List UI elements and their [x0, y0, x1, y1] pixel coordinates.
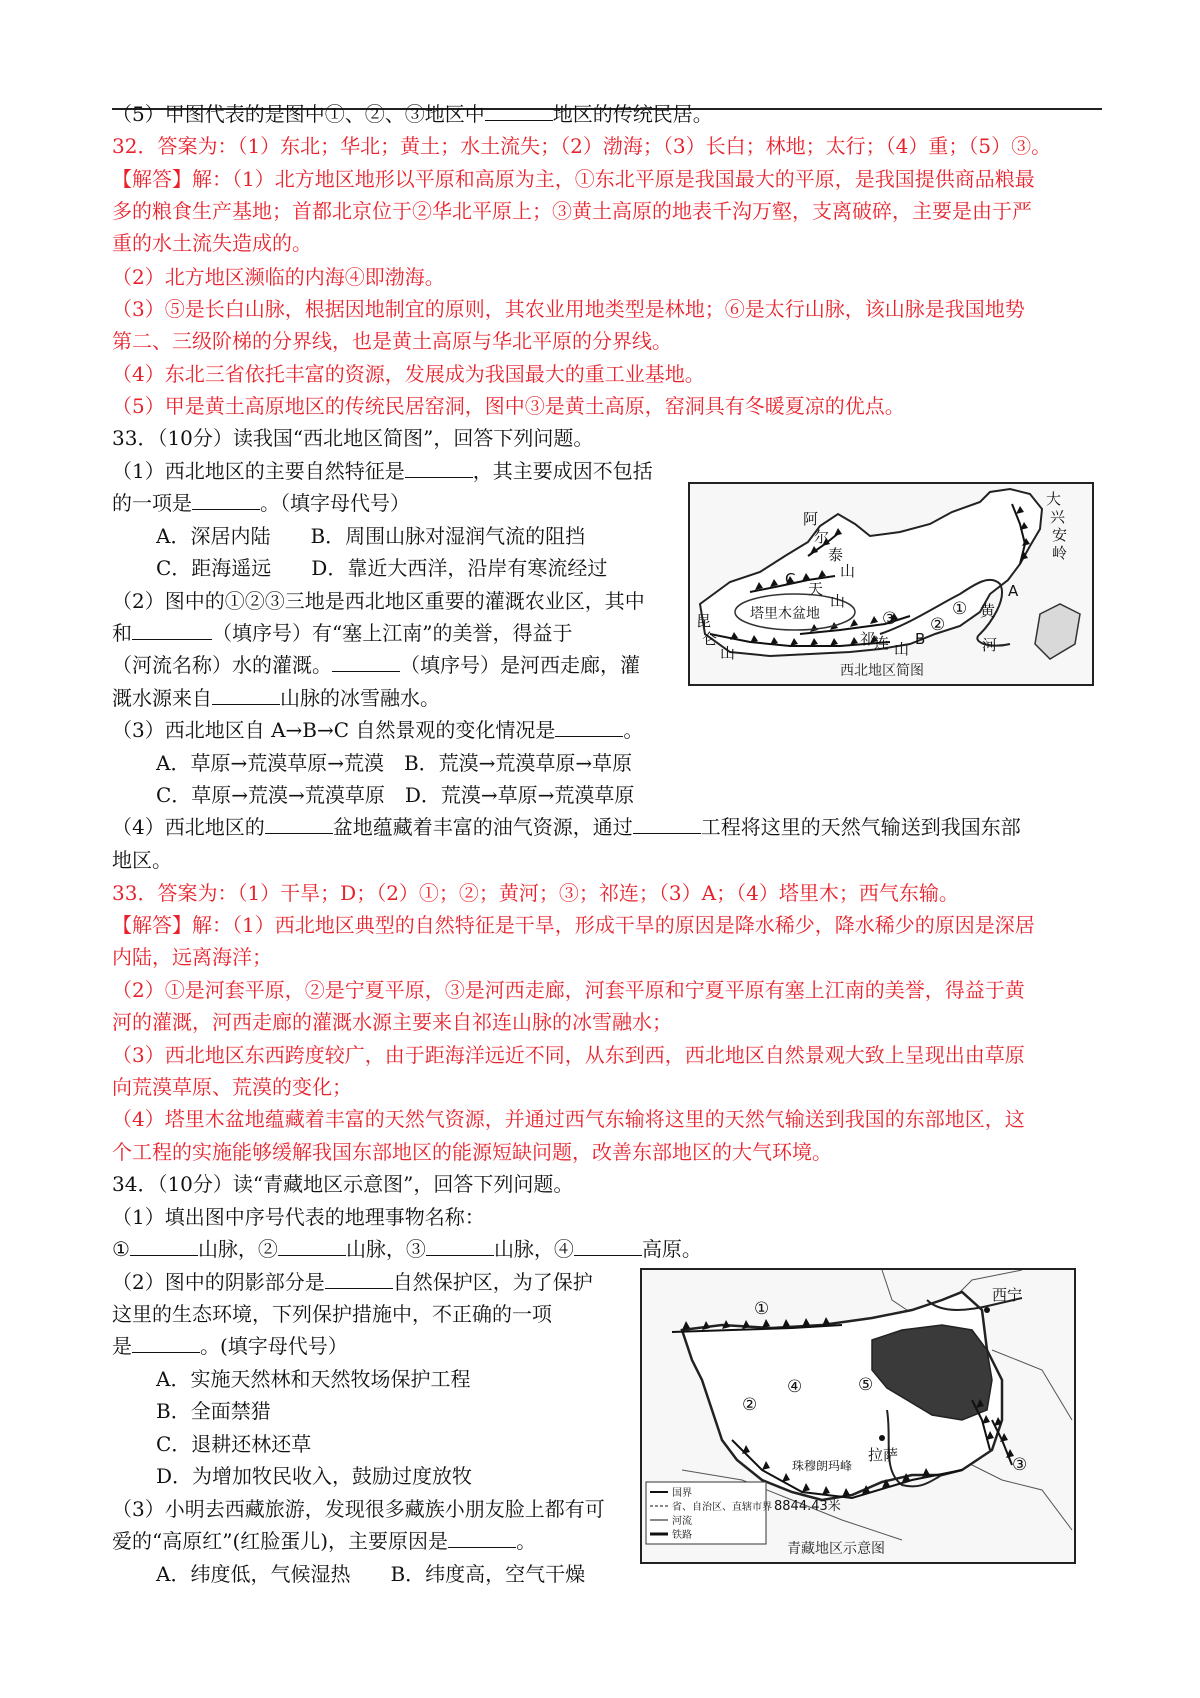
text-segment: ①: [112, 1237, 130, 1261]
text-segment: （2）北方地区濒临的内海④即渤海。: [112, 265, 445, 289]
text-segment: 。: [516, 1529, 537, 1553]
nw-label-an: 安: [1052, 526, 1068, 544]
legend-railway: 铁路: [672, 1530, 692, 1541]
text-segment: （填序号）有“塞上江南”的美誉，得益于: [212, 621, 573, 645]
text-segment: （5）甲是黄土高原地区的传统民居窑洞，图中③是黄土高原，窑洞具有冬暖夏凉的优点。: [112, 394, 905, 418]
text-line: [156, 522, 585, 550]
nw-label-da: 大: [1046, 490, 1062, 508]
text-line: [112, 327, 672, 355]
text-line: [112, 1203, 485, 1231]
text-line: [112, 132, 1051, 160]
text-line: [156, 554, 607, 582]
nw-label-shan4: 山: [894, 640, 910, 658]
text-segment: A．深居内陆 B．周围山脉对湿润气流的阻挡: [156, 524, 586, 548]
answer-blank: [278, 1235, 346, 1256]
nw-label-2: ②: [930, 615, 946, 635]
text-line: [112, 229, 312, 257]
text-segment: 。: [623, 718, 644, 742]
text-segment: （3）西北地区东西跨度较广，由于距海洋远近不同，从东到西，西北地区自然景观大致上呈现出由草原: [112, 1043, 1025, 1067]
text-segment: C．草原→荒漠→荒漠草原 D．荒漠→草原→荒漠草原: [156, 783, 635, 807]
text-segment: A．草原→荒漠草原→荒漠 B．荒漠→荒漠草原→草原: [156, 751, 633, 775]
answer-blank: [132, 1332, 200, 1353]
text-line: [112, 1300, 552, 1328]
text-line: [112, 976, 1025, 1004]
text-segment: C．退耕还林还草: [156, 1432, 312, 1456]
text-segment: 自然保护区，为了保护: [392, 1270, 593, 1294]
answer-blank: [192, 489, 260, 510]
text-line: [112, 1332, 348, 1360]
text-segment: 33．（10分）读我国“西北地区简图”，回答下列问题。: [112, 426, 594, 450]
text-segment: 【解答】解：（1）西北地区典型的自然特征是干旱，形成干旱的原因是降水稀少，降水稀少的原因是深居: [112, 913, 1035, 937]
nw-label-xing: 兴: [1050, 508, 1066, 526]
text-line: [112, 716, 643, 744]
text-segment: （1）西北地区的主要自然特征是: [112, 459, 405, 483]
text-segment: 32．答案为：（1）东北；华北；黄土；水土流失；（2）渤海；（3）长白；林地；太行；（4）重；（5）③。: [112, 134, 1052, 158]
text-line: [112, 1235, 702, 1263]
text-line: [112, 1495, 605, 1523]
text-segment: 溉水源来自: [112, 686, 212, 710]
text-line: [156, 781, 634, 809]
nw-label-huang: 黄: [980, 602, 996, 620]
text-line: [112, 295, 1025, 323]
answer-blank: [555, 716, 623, 737]
text-segment: 山脉，②: [197, 1237, 278, 1261]
text-segment: 爱的“高原红”(红脸蛋儿)，主要原因是: [112, 1529, 449, 1553]
text-segment: ，其主要成因不包括: [472, 459, 653, 483]
nw-label-shan2: 山: [830, 592, 846, 610]
text-segment: （4）塔里木盆地蕴藏着丰富的天然气资源，并通过西气东输将这里的天然气输送到我国的东部地区，这: [112, 1107, 1025, 1131]
text-line: [112, 165, 1035, 193]
text-line: [156, 749, 632, 777]
text-line: [112, 1008, 672, 1036]
qt-label-3: ③: [1012, 1455, 1028, 1475]
text-segment: 高原。: [641, 1237, 702, 1261]
legend-river: 河流: [672, 1516, 692, 1527]
text-segment: 多的粮食生产基地；首都北京位于②华北平原上；③黄土高原的地表千沟万壑，支离破碎，主要是由于严: [112, 199, 1032, 223]
text-line: [112, 360, 705, 388]
qt-label-5: ⑤: [858, 1375, 874, 1395]
text-line: [112, 846, 172, 874]
nw-label-tai: 泰: [828, 546, 844, 564]
text-segment: 34．（10分）读“青藏地区示意图”，回答下列问题。: [112, 1172, 574, 1196]
text-segment: 重的水土流失造成的。: [112, 231, 312, 255]
text-segment: A．纬度低，气候湿热 B．纬度高，空气干燥: [156, 1562, 586, 1586]
northwest-map-caption: 西北地区简图: [840, 663, 924, 679]
answer-blank: [332, 651, 400, 672]
text-line: [112, 813, 1021, 841]
text-segment: 工程将这里的天然气输送到我国东部: [700, 815, 1021, 839]
answer-blank: [448, 1527, 516, 1548]
answer-blank: [405, 457, 473, 478]
qt-label-everest: 珠穆朗玛峰: [792, 1459, 853, 1473]
text-line: [112, 651, 640, 679]
text-segment: 这里的生态环境，下列保护措施中，不正确的一项: [112, 1302, 552, 1326]
text-line: [112, 619, 572, 647]
text-line: [156, 1560, 585, 1588]
text-segment: （2）图中的①②③三地是西北地区重要的灌溉农业区，其中: [112, 589, 645, 613]
answer-blank: [265, 813, 333, 834]
qt-label-lhasa: 拉萨: [868, 1446, 899, 1464]
nw-label-ling: 岭: [1052, 544, 1068, 562]
qt-label-4: ④: [787, 1377, 803, 1397]
qinghai-tibet-map: [640, 1268, 1076, 1564]
answer-blank: [325, 1268, 393, 1289]
nw-label-tian: 天: [808, 580, 824, 598]
text-line: [156, 1430, 311, 1458]
text-segment: （3）西北地区自 A→B→C 自然景观的变化情况是: [112, 718, 556, 742]
text-segment: 向荒漠草原、荒漠的变化；: [112, 1075, 352, 1099]
qinghai-map-svg: [642, 1270, 1074, 1562]
nw-label-er: 尔: [814, 528, 830, 546]
text-segment: （1）填出图中序号代表的地理事物名称：: [112, 1205, 485, 1229]
text-segment: 地区。: [112, 848, 172, 872]
text-segment: 山脉，④: [493, 1237, 574, 1261]
text-segment: 是: [112, 1334, 132, 1358]
nw-label-tarim: 塔里木盆地: [750, 606, 820, 622]
text-segment: 山脉的冰雪融水。: [280, 686, 440, 710]
text-segment: （3）小明去西藏旅游，发现很多藏族小朋友脸上都有可: [112, 1497, 605, 1521]
answer-blank: [212, 684, 280, 705]
answer-blank: [633, 813, 701, 834]
nw-label-qi: 祁: [860, 630, 876, 648]
qt-label-1: ①: [754, 1299, 770, 1319]
text-segment: 个工程的实施能够缓解我国东部地区的能源短缺问题，改善东部地区的大气环境。: [112, 1140, 832, 1164]
text-line: [112, 263, 445, 291]
qinghai-map-caption: 青藏地区示意图: [787, 1538, 885, 1558]
text-line: [112, 587, 645, 615]
text-segment: （河流名称）水的灌溉。: [112, 653, 332, 677]
text-line: [112, 943, 272, 971]
text-line: [112, 489, 410, 517]
text-segment: D．为增加牧民收入，鼓励过度放牧: [156, 1464, 473, 1488]
text-line: [156, 1365, 470, 1393]
northwest-map-svg: [690, 484, 1092, 684]
text-line: [112, 1527, 536, 1555]
text-segment: A．实施天然林和天然牧场保护工程: [156, 1367, 471, 1391]
legend-province: 省、自治区、直辖市界: [672, 1502, 772, 1513]
text-line: [112, 100, 713, 128]
text-segment: 盆地蕴藏着丰富的油气资源，通过: [332, 815, 633, 839]
northwest-map: [688, 482, 1094, 686]
qt-label-2: ②: [742, 1395, 758, 1415]
text-segment: 33．答案为：（1）干旱；D；（2）①；②；黄河；③；祁连；（3）A；（4）塔里木；西气东输。: [112, 881, 959, 905]
text-segment: B．全面禁猎: [156, 1399, 271, 1423]
nw-label-shan3: 山: [720, 644, 736, 662]
text-segment: （填序号）是河西走廊，灌: [400, 653, 640, 677]
answer-blank: [574, 1235, 642, 1256]
legend-border: 国界: [672, 1488, 692, 1499]
nw-label-he: 河: [982, 636, 998, 654]
nw-label-A: A: [1008, 582, 1019, 600]
text-line: [112, 911, 1035, 939]
text-line: [112, 1105, 1025, 1133]
nw-label-lun: 仑: [702, 630, 718, 648]
text-segment: C．距海遥远 D．靠近大西洋，沿岸有寒流经过: [156, 556, 608, 580]
text-segment: （5）甲图代表的是图中①、②、③地区中: [112, 102, 485, 126]
text-segment: 山脉，③: [345, 1237, 426, 1261]
nw-label-b: B: [915, 630, 926, 648]
text-segment: 。(填字母代号）: [200, 1334, 348, 1358]
nw-label-3: ③: [882, 609, 898, 629]
answer-blank: [132, 619, 212, 640]
text-line: [112, 424, 593, 452]
text-segment: 地区的传统民居。: [552, 102, 713, 126]
text-line: [112, 1138, 832, 1166]
text-segment: 和: [112, 621, 132, 645]
text-line: [156, 1462, 472, 1490]
text-segment: （3）⑤是长白山脉，根据因地制宜的原则，其农业用地类型是林地；⑥是太行山脉，该山脉是我国地势: [112, 297, 1025, 321]
nw-label-kun: 昆: [696, 612, 712, 630]
answer-blank: [485, 100, 553, 121]
text-line: [112, 1268, 593, 1296]
answer-blank: [426, 1235, 494, 1256]
text-line: [112, 1073, 352, 1101]
text-line: [112, 1041, 1025, 1069]
text-line: [112, 684, 440, 712]
text-segment: 【解答】解：（1）北方地区地形以平原和高原为主，①东北平原是我国最大的平原，是我国提供商品粮最: [112, 167, 1035, 191]
text-line: [112, 392, 905, 420]
text-segment: （2）图中的阴影部分是: [112, 1270, 325, 1294]
text-line: [112, 457, 653, 485]
text-segment: 。（填字母代号）: [260, 491, 410, 515]
nw-label-lian: 连: [874, 634, 890, 652]
text-line: [156, 1397, 271, 1425]
text-line: [112, 879, 959, 907]
qt-label-height: 8844.43米: [774, 1499, 841, 1514]
answer-blank: [130, 1235, 198, 1256]
text-segment: （4）西北地区的: [112, 815, 265, 839]
text-segment: 河的灌溉，河西走廊的灌溉水源主要来自祁连山脉的冰雪融水；: [112, 1010, 672, 1034]
text-line: [112, 197, 1032, 225]
text-segment: （4）东北三省依托丰富的资源，发展成为我国最大的重工业基地。: [112, 362, 705, 386]
text-segment: 第二、三级阶梯的分界线，也是黄土高原与华北平原的分界线。: [112, 329, 672, 353]
text-segment: 内陆，远离海洋；: [112, 945, 272, 969]
qt-label-xining: 西宁: [992, 1286, 1023, 1304]
text-line: [112, 1170, 573, 1198]
nw-label-a: 阿: [803, 510, 819, 528]
text-segment: 的一项是: [112, 491, 192, 515]
nw-label-c: C: [785, 570, 796, 588]
nw-label-1: ①: [952, 599, 968, 619]
nw-label-shan1: 山: [840, 562, 856, 580]
text-segment: （2）①是河套平原，②是宁夏平原，③是河西走廊，河套平原和宁夏平原有塞上江南的美誉，得益于黄: [112, 978, 1025, 1002]
